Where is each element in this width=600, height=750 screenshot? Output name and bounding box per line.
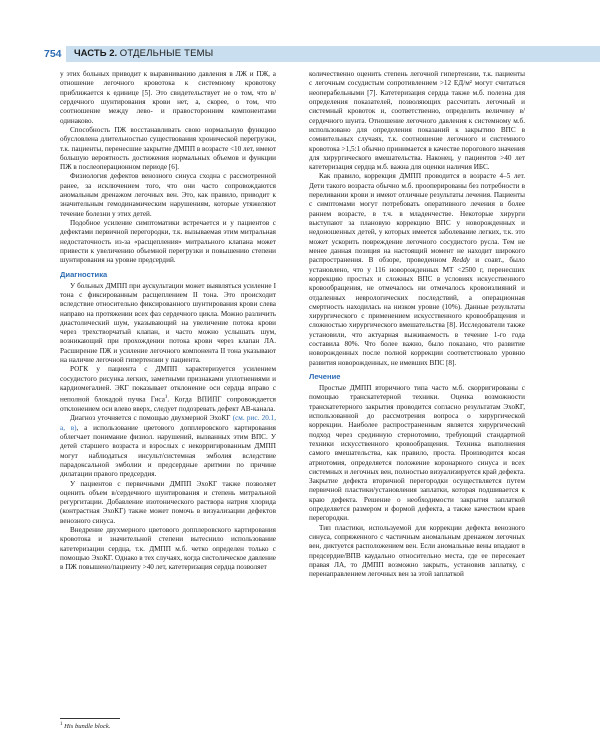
footnote [60, 721, 110, 731]
paragraph: Тип пластики, используемой для коррекции дефекта венозного синуса, сопряженного с частичным аномальным дренажом легочных вен, диктуется расположением вен. Если аномальные вены впадают в предсердие/ВПВ каудально относительно места, где ее пересекает правая ЛА, то ДМПП возможно закрыть, установив заплатку, с перенаправлением легочных вен за этой заплаткой [309, 523, 525, 579]
paragraph: Простые ДМПП вторичного типа часто м.б. скорригированы с помощью транскатетерной техники. Оценка возможности транскатетерного закрытия проводится согласно результатам ЭхоКГ, использованной до рассмотрения вопроса о хирургической коррекции. Наиболее распространенным является хирургический подход через срединную стернотомию, требующий стандартной техники искусственного кровообращения. Техника выполнения самого вмешательства, как правило, проста. Производится косая атриотомия, определяется положение коронарного синуса и всех системных и легочных вен, полностью визуализируется край дефекта. Закрытие дефекта вторичной перегородки осуществляется путем первичной пластики/установления заплатки, которая подшивается к краю дефекта. Решение о необходимости закрытия заплаткой определяется размером и формой дефекта, а также качеством краев перегородки. [309, 384, 525, 523]
text-run: Как правило, коррекция ДМПП проводится в возрасте 4–5 лет. Дети такого возраста обычно м.б. прооперированы без потребности в переливании крови и имеют отличные результаты лечения. Пациенты с симптомами могут потребовать оперативного лечения в более раннем возрасте, в т.ч. в младенчестве. Некоторые хирурги выступают за плановую коррекцию ВПС у новорожденных и недоношенных детей, у которых имеется заболевание легких, т.к. это может ускорить повреждение легочного сосудистого русла. Тем не менее данная позиция на настоящий момент не находит широкого распространения. В обзоре, проведенном [309, 172, 525, 265]
paragraph: у этих больных приводит к выравниванию давления в ЛЖ и ПЖ, а отношение легочного кровотока к системному кровотоку приближается к единице [5]. Это свидетельствует не о том, что в/сердечного шунтирования крови нет, а, скорее, о том, что соотношение между лево- и правосторонним компонентами одинаково. [60, 70, 276, 125]
text-run: и соавт., было установлено, что у 116 новорожденных МТ <2500 г, перенесших коррекцию простых и сложных ВПС в условиях искусственного кровообращения, не отмечалось ни отмечалось кровоизлияний и отдаленных неврологических последствий, а операционная смертность находилась на низком уровне (10%). Данные результаты хирургического с применением искусственного кровообращения и сложностью хирургического вмешательства [8]. Исследователи также установили, что актуарная выживаемость в течение 1-го года составила 80%. Что более важно, было показано, что развитие новорожденных после полной коррекции соответствовало уровню развития новорожденных, не имевших ВПС [8]. [309, 256, 525, 367]
page-number: 754 [44, 48, 62, 60]
paragraph [309, 172, 525, 368]
footnote-rule [60, 718, 120, 719]
text-run: , а использование цветового допплеровского картирования облегчает понимание физиол. нарушений, вызванных этим ВПС. У детей старшего возраста и взрослых с некорригированным ДМПП могут наблюдаться инсульт/системная эмболия вследствие парадоксальной эмболии и предсердные аритмии по причине дилатации правого предсердия. [60, 423, 276, 479]
part-title: ОТДЕЛЬНЫЕ ТЕМЫ [119, 48, 214, 59]
paragraph [60, 414, 276, 479]
text-run: . Когда ВПИПГ сопровождается отклонением оси влево вверх, следует подозревать дефект АВ-канала. [60, 395, 276, 414]
paragraph: Способность ПЖ восстанавливать свою нормальную функцию обусловлена длительностью существования хронической перегрузки, т.к. пациенты, перенесшие закрытие ДМПП в возрасте <10 лет, имеют большую вероятность достижения нормальных объемов и функции ПЖ в послеоперационном периоде [6]. [60, 125, 276, 172]
paragraph: Внедрение двухмерного цветового допплеровского картирования кровотока и значительной степени вытеснило использование катетеризации сердца, т.к. ДМПП м.б. четко определен только с помощью ЭхоКГ. Однако в тех случаях, когда систолическое давление в ПЖ повышено/пациенту >40 лет, катетеризация сердца позволяет [60, 526, 276, 572]
part-label: ЧАСТЬ 2. [74, 48, 118, 59]
text-run: РОГК у пациента с ДМПП характеризуется усилением сосудистого рисунка легких, заметными признаками уплотнениями и кардиомегалией. ЭКГ показывает отклонение оси сердца вправо с неполной блокадой пучка Гиса [60, 365, 276, 404]
paragraph: Подобное усиление симптоматики встречается и у пациентов с дефектами первичной перегородки, т.к. вызываемая этим митральная недостаточность из-за «расщепления» митрального клапана может привести к увеличению объемной перегрузки и повышению степени шунтирования на уровне предсердий. [60, 219, 276, 265]
footnote-text: His bundle block. [62, 723, 111, 731]
section-heading-treatment: Лечение [309, 372, 341, 381]
text-run: Диагноз уточняется с помощью двухмерной ЭхоКГ [70, 414, 233, 423]
footnote-ref: 1 [164, 395, 168, 401]
running-header [0, 46, 600, 62]
paragraph [60, 365, 276, 414]
author-name: Reddy [451, 256, 470, 265]
right-column [309, 70, 525, 580]
paragraph: количественно оценить степень легочной гипертензии, т.к. пациенты с легочным сосудистым сопротивлением >12 ЕД/м² могут считаться неоперабельными [7]. Катетеризация сердца также м.б. полезна для определения показателей, позволяющих рассчитать легочный и системный кровоток и, соответственно, определить величину в/сердечного шунта. Отношение легочного давления к системному м.б. использовано для определения показаний к закрытию ВПС в сомнительных случаях, т.к. соотношение легочного и системного кровотока >1,5:1 обычно принимается в качестве порогового значения для хирургического вмешательства. Наконец, у пациентов >40 лет катетеризация сердца м.б. важна для оценки наличия ИБС. [309, 70, 525, 172]
footnote-marker: 1 [60, 722, 63, 727]
chapter-band [66, 46, 600, 62]
paragraph: У больных ДМПП при аускультации может выявляться усиление I тона с фиксированным расщеплением II тона. Это происходит вследствие относительно фиксированного шунтирования крови слева направо на протяжении всех фаз сердечного цикла. Можно различить диастолический шум, указывающий на увеличение потока крови через трехстворчатый клапан, и часто можно услышать шум, возникающий при прохождении потока крови через клапан ЛА. Расширение ПЖ и усиление легочного компонента II тона указывают на наличие легочной гипертензии у пациента. [60, 281, 276, 365]
paragraph: У пациентов с первичными ДМПП ЭхоКГ также позволяет оценить объем в/сердечного шунтирования и степень митральной регургитации. Добавление изотонического раствора натрия хлорида (контрастная ЭхоКГ) также может помочь в визуализации дефектов венозного синуса. [60, 479, 276, 525]
paragraph: Физиология дефектов венозного синуса сходна с рассмотренной ранее, за исключением того, что они часто сопровождаются аномальным дренажом легочных вен. Это, как правило, приводит к значительным гемодинамическим нарушениям, которые утяжеляют течение болезни у этих детей. [60, 172, 276, 218]
section-heading-diagnostics: Диагностика [60, 269, 108, 279]
left-column [60, 70, 276, 573]
figure-reference-link[interactable]: (см. рис. 20.1, а, в) [60, 414, 277, 432]
